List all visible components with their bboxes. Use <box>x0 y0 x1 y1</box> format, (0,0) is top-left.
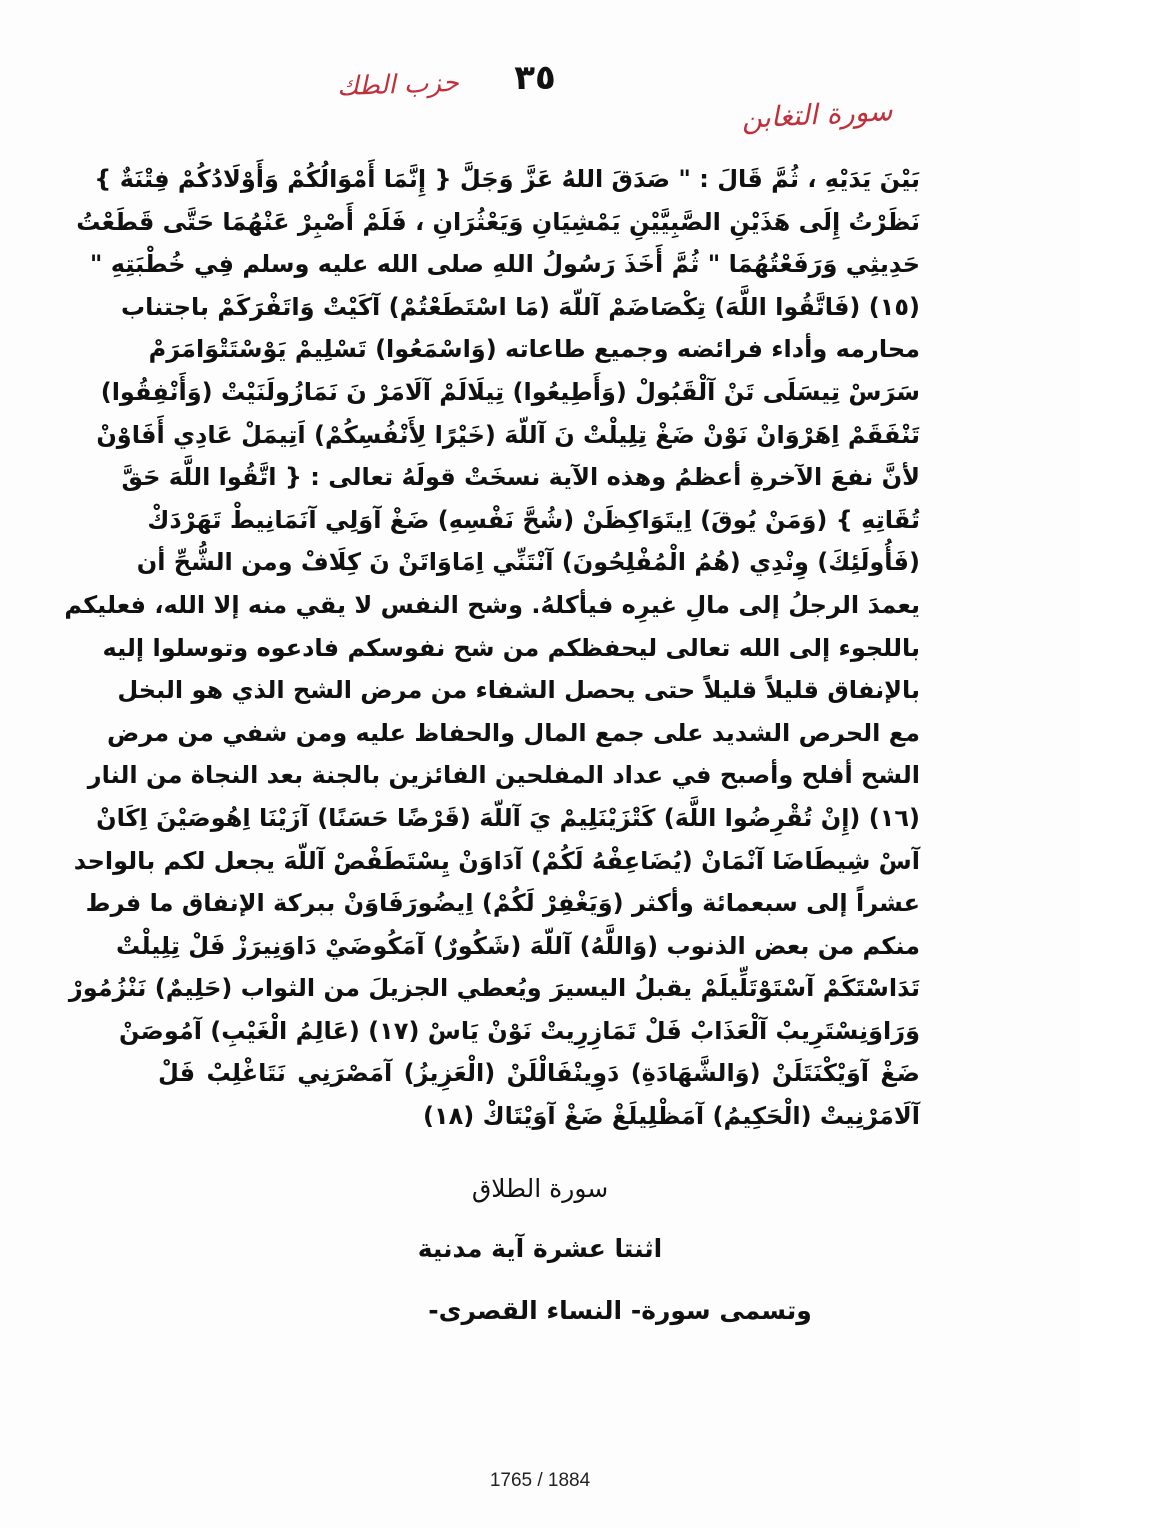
text-line: منكم من بعض الذنوب (وَاللَّهُ) آللّهَ (شَكُورٌ) آمَكُوضَيْ دَاوَنِيرَزْ فَلْ تِلِيلْتْ <box>116 931 920 960</box>
text-line: تَدَاسْتَكَمْ آسْتَوْتَلِّيلَمْ يقبلُ اليسيرَ ويُعطي الجزيلَ من الثواب (حَلِيمٌ) نَنْزُمُورْ <box>68 974 920 1003</box>
text-line: (فَأُولَئِكَ) وِنْدِي (هُمُ الْمُفْلِحُونَ) آنْتَنِّي اِمَاوَاتَنْ نَ كِلَافْ ومن الشُّحِّ أن <box>136 548 920 577</box>
handwritten-surah-note: سورة التغابن <box>740 94 894 135</box>
text-line: تَنْفَقَمْ اِهَرْوَانْ نَوْنْ ضَغْ تِلِيلْتْ نَ آللّهَ (خَيْرًا لِأَنْفُسِكُمْ) اَتِيمَلْ عَادِي أَفَاوْنْ <box>96 420 920 449</box>
text-line: آلَامَرْنِيتْ (الْحَكِيمُ) آمَظْلِيلَغْ ضَغْ آوَيْتَاكْ (١٨) <box>423 1102 920 1131</box>
page-counter: 1765 / 1884 <box>489 1470 591 1491</box>
text-line: سَرَسْ تِيسَلَى تَنْ آلْقَبُولْ (وَأَطِيعُوا) تِيلَالَمْ آلَامَرْ نَ نَمَازُولَنَيْتْ (وَأَنْفِقُوا) <box>100 377 920 406</box>
text-line: عشراً إلى سبعمائة وأكثر (وَيَغْفِرْ لَكُمْ) اِيضُورَفَاوَنْ ببركة الإنفاق ما فرط <box>85 889 920 918</box>
text-line: لأنَّ نفعَ الآخرةِ أعظمُ وهذه الآية نسخَتْ قولَهُ تعالى : { اتَّقُوا اللَّهَ حَقَّ <box>121 463 920 492</box>
text-line: وَرَاوَنِسْتَرِيبْ آلْعَذَابْ فَلْ تَمَازِرِيتْ نَوْنْ يَاسْ (١٧) (عَالِمُ الْغَيْبِ) آمُوصَنْ <box>119 1016 920 1045</box>
text-line: الشح أفلح وأصبح في عداد المفلحين الفائزين بالجنة بعد النجاة من النار <box>87 761 920 790</box>
next-surah-verse-count: اثنتا عشرة آية مدنية <box>417 1234 663 1263</box>
body-text <box>64 158 920 1138</box>
next-surah-alt-name: وتسمى سورة- النساء القصرى- <box>428 1296 812 1325</box>
text-line: يعمدَ الرجلُ إلى مالِ غيرِه فيأكلهُ. وشح النفس لا يقي منه إلا الله، فعليكم <box>64 590 920 619</box>
text-line: باللجوء إلى الله تعالى ليحفظكم من شح نفوسكم فادعوه وتوسلوا إليه <box>102 633 920 662</box>
text-line: محارمه وأداء فرائضه وجميع طاعاته (وَاسْمَعُوا) تَسْلِيمْ يَوْسْتَتْوَامَرَمْ <box>148 335 920 364</box>
page-number: ٣٥ <box>514 58 556 98</box>
text-line: نَظَرْتُ إِلَى هَذَيْنِ الصَّبِيَّيْنِ يَمْشِيَانِ وَيَعْثُرَانِ ، فَلَمْ أَصْبِرْ عَنْهُمَا حَتَّى قَطَعْتُ <box>76 207 920 236</box>
text-line: مع الحرص الشديد على جمع المال والحفاظ عليه ومن شفي من مرض <box>107 718 920 747</box>
text-line: بالإنفاق قليلاً قليلاً حتى يحصل الشفاء من مرض الشح الذي هو البخل <box>117 676 920 705</box>
text-line: (١٦) (إِنْ تُقْرِضُوا اللَّهَ) كَتْزَيْنَلِيمْ يَ آللّهَ (قَرْضًا حَسَنًا) آزَيْنَا اِهُوصَيْنَ اِكَانْ <box>96 803 920 832</box>
next-surah-title: سورة الطلاق <box>471 1174 609 1203</box>
text-line: (١٥) (فَاتَّقُوا اللَّهَ) تِكْصَاضَمْ آللّهَ (مَا اسْتَطَعْتُمْ) آكَيْتْ وَاتَفْرَكَمْ باجتناب <box>120 292 920 321</box>
text-line: ضَغْ آوَيْكْنَتَلَنْ (وَالشَّهَادَةِ) دَوِينْفَالْلَنْ (الْعَزِيزُ) آمَصْرَنِي نَتَاغْلِبْ فَلْ <box>158 1059 920 1088</box>
text-line: حَدِيثِي وَرَفَعْتُهُمَا " ثُمَّ أَخَذَ رَسُولُ اللهِ صلى الله عليه وسلم فِي خُطْبَتِهِ " <box>89 250 920 279</box>
text-line: تُقَاتِهِ } (وَمَنْ يُوقَ) اِيتَوَاكِظَنْ (شُحَّ نَفْسِهِ) ضَغْ آوَلِي آنَمَانِيطْ تَهَرْدَكْ <box>147 505 920 534</box>
text-line: بَيْنَ يَدَيْهِ ، ثُمَّ قَالَ : " صَدَقَ اللهُ عَزَّ وَجَلَّ { إِنَّمَا أَمْوَالُكُمْ وَأَوْلَادُكُمْ فِتْنَةٌ } <box>94 165 920 193</box>
handwritten-hizb-note: حزب الطك <box>336 67 460 103</box>
text-line: آسْ شِيطَاضَا آنْمَانْ (يُضَاعِفْهُ لَكُمْ) آدَاوَنْ يِسْتَطَفْصْ آللّهَ يجعل لكم بالواحد <box>73 846 920 875</box>
